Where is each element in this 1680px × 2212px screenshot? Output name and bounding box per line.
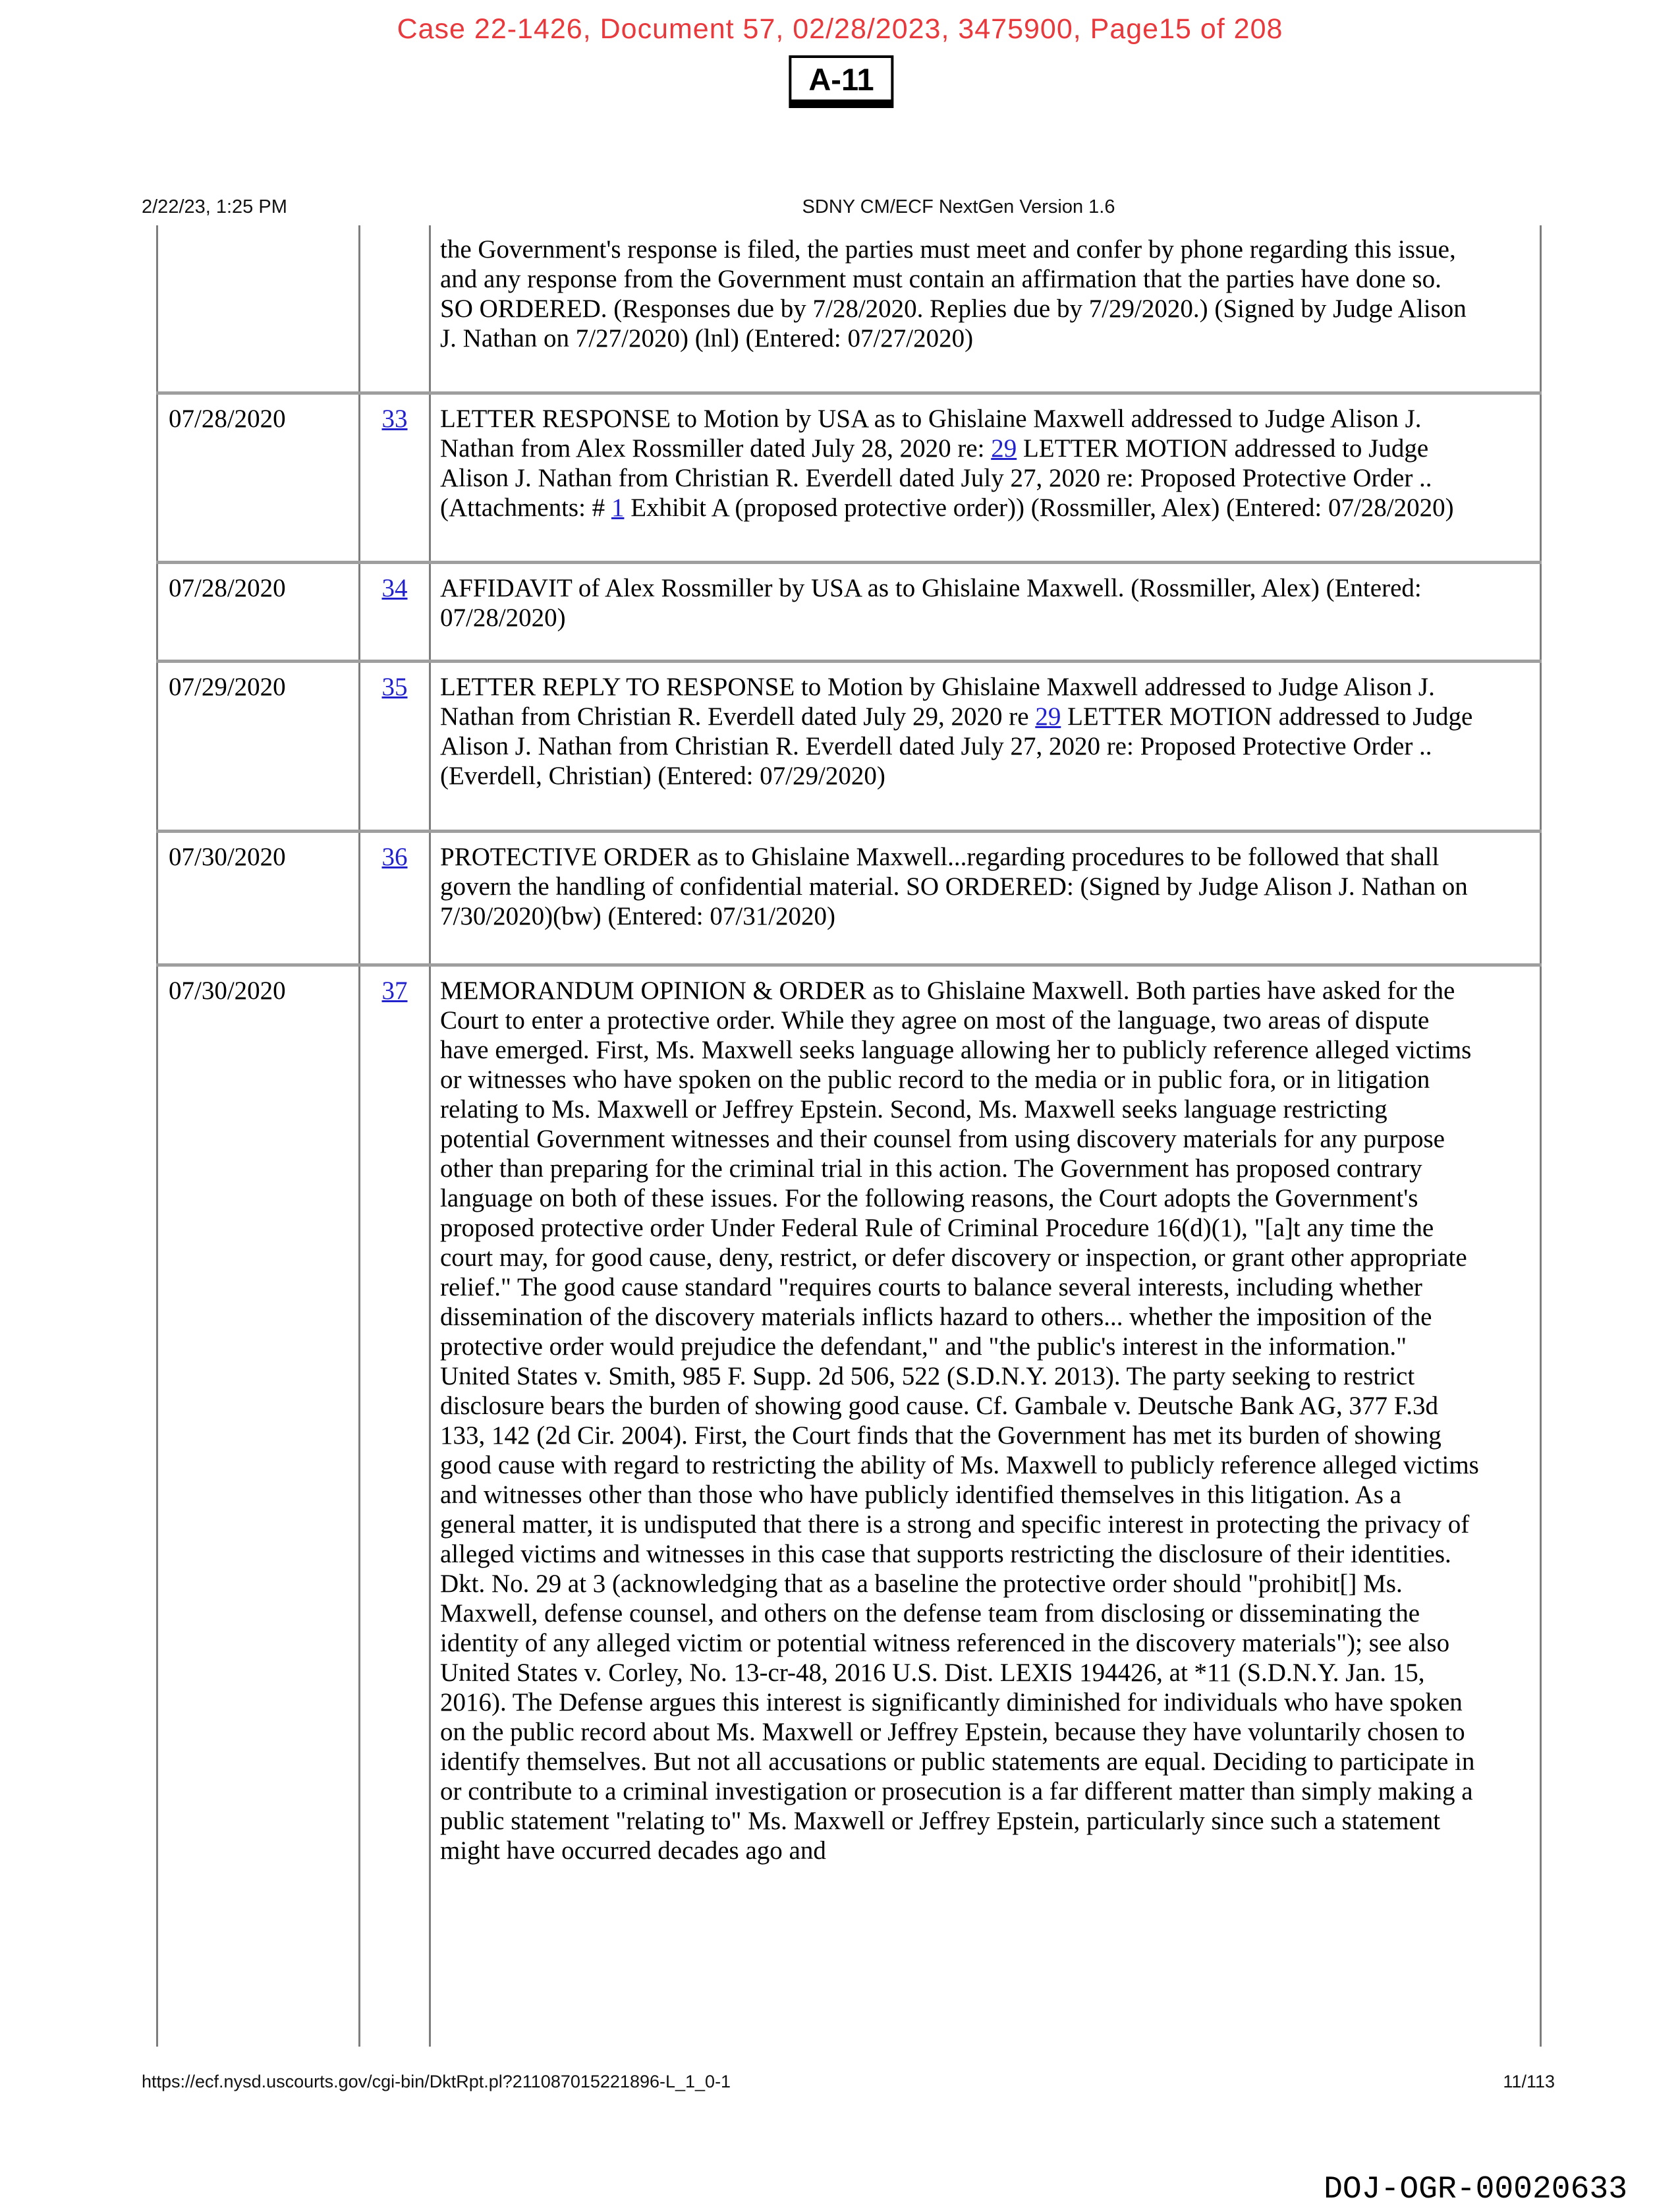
description-text: AFFIDAVIT of Alex Rossmiller by USA as to Ghislaine Maxwell. (Rossmiller, Alex) (Entered: 07/28/2020): [440, 573, 1422, 632]
docket-table: [156, 225, 1542, 2047]
docket-row: [157, 831, 1541, 965]
docket-table-body: [157, 225, 1541, 2047]
print-header: [142, 196, 1601, 223]
docket-entry-link[interactable]: 37: [381, 977, 408, 1006]
docket-row: [157, 965, 1541, 2047]
page-indicator: 11/113: [1503, 2072, 1555, 2091]
docket-date-cell: 07/29/2020: [157, 662, 360, 831]
description-text: LETTER REPLY TO RESPONSE to Motion by Ghislaine Maxwell addressed to Judge Alison J. Nathan from Christian R. Everdell dated July 29, 2020 re: [440, 673, 1435, 731]
docket-description-cell: [430, 965, 1541, 2047]
docket-entry-link[interactable]: 35: [381, 673, 408, 702]
docket-number-cell: [360, 225, 430, 393]
docket-entry-link[interactable]: 36: [381, 842, 408, 871]
docket-number-cell: [360, 393, 430, 562]
docket-date-cell: 07/28/2020: [157, 562, 360, 662]
docket-number-cell: [360, 831, 430, 965]
docket-reference-link[interactable]: 29: [991, 434, 1017, 463]
docket-description-cell: [430, 662, 1541, 831]
docket-description-cell: [430, 562, 1541, 662]
docket-description-cell: [430, 831, 1541, 965]
print-datetime: 2/22/23, 1:25 PM: [142, 196, 287, 217]
docket-entry-link[interactable]: 34: [381, 573, 408, 602]
description-text: LETTER RESPONSE to Motion by USA as to Ghislaine Maxwell addressed to Judge Alison J. Nathan from Alex Rossmiller dated July 28, 2020 re:: [440, 404, 1422, 463]
docket-date-cell: [157, 225, 360, 393]
docket-reference-link[interactable]: 1: [611, 493, 625, 522]
docket-number-cell: [360, 965, 430, 2047]
description-text: LETTER MOTION addressed to Judge Alison J. Nathan from Christian R. Everdell dated July 27, 2020 re: Proposed Protective Order .. (Attachments: #: [440, 434, 1432, 522]
system-title: SDNY CM/ECF NextGen Version 1.6: [802, 196, 1115, 217]
docket-date-cell: 07/30/2020: [157, 965, 360, 2047]
docket-date-cell: 07/28/2020: [157, 393, 360, 562]
docket-row: [157, 393, 1541, 562]
docket-reference-link[interactable]: 29: [1035, 702, 1061, 731]
description-text: MEMORANDUM OPINION & ORDER as to Ghislaine Maxwell. Both parties have asked for the Court to enter a protective order. While they agree on most of the language, two areas of dispute have emerged. First, Ms. Maxwell seeks language allowing her to publicly reference alleged victims or witnesses who have spoken on the public record to the media or in public fora, or in litigation relating to Ms. Maxwell or Jeffrey Epstein. Second, Ms. Maxwell seeks language restricting potential Government witnesses and their counsel from using discovery materials for any purpose other than preparing for the criminal trial in this action. The Government has proposed contrary language on both of these issues. For the following reasons, the Court adopts the Government's proposed protective order Under Federal Rule of Criminal Procedure 16(d)(1), "[a]t any time the court may, for good cause, deny, restrict, or defer discovery or inspection, or grant other appropriate relief." The good cause standard "requires courts to balance several interests, including whether dissemination of the discovery materials inflicts hazard to others... whether the imposition of the protective order would prejudice the defendant," and "the public's interest in the information." United States v. Smith, 985 F. Supp. 2d 506, 522 (S.D.N.Y. 2013). The party seeking to restrict disclosure bears the burden of showing good cause. Cf. Gambale v. Deutsche Bank AG, 377 F.3d 133, 142 (2d Cir. 2004). First, the Court finds that the Government has met its burden of showing good cause with regard to restricting the ability of Ms. Maxwell to publicly reference alleged victims and witnesses other than those who have publicly identified themselves in this litigation. As a general matter, it is undisputed that there is a strong and specific interest in protecting the privacy of alleged victims and witnesses in this case that supports restricting the disclosure of their identities. Dkt. No. 29 at 3 (acknowledging that as a baseline the protective order should "prohibit[] Ms. Maxwell, defense counsel, and others on the defense team from disclosing or disseminating the identity of any alleged victim or potential witness referenced in the discovery materials"); see also United States v. Corley, No. 13-cr-48, 2016 U.S. Dist. LEXIS 194426, at *11 (S.D.N.Y. Jan. 15, 2016). The Defense argues this interest is significantly diminished for individuals who have spoken on the public record about Ms. Maxwell or Jeffrey Epstein, because they have voluntarily chosen to identify themselves. But not all accusations or public statements are equal. Deciding to participate in or contribute to a criminal investigation or prosecution is a far different matter than simply making a public statement "relating to" Ms. Maxwell or Jeffrey Epstein, particularly since such a statement might have occurred decades ago and: [440, 977, 1479, 1865]
description-text: LETTER MOTION addressed to Judge Alison J. Nathan from Christian R. Everdell dated July 27, 2020 re: Proposed Protective Order .. (Everdell, Christian) (Entered: 07/29/2020): [440, 702, 1473, 791]
appendix-page-label: A-11: [789, 55, 893, 108]
docket-table-container: [156, 225, 1545, 2047]
description-text: Exhibit A (proposed protective order)) (Rossmiller, Alex) (Entered: 07/28/2020): [624, 493, 1454, 522]
docket-entry-link[interactable]: 33: [381, 404, 408, 433]
docket-row: [157, 562, 1541, 662]
footer-url: https://ecf.nysd.uscourts.gov/cgi-bin/DktRpt.pl?211087015221896-L_1_0-1: [142, 2072, 731, 2091]
docket-number-cell: [360, 662, 430, 831]
docket-row: [157, 225, 1541, 393]
docket-date-cell: 07/30/2020: [157, 831, 360, 965]
print-footer: [142, 2072, 1555, 2092]
bates-number: DOJ-OGR-00020633: [1324, 2172, 1627, 2207]
docket-row: [157, 662, 1541, 831]
description-text: the Government's response is filed, the parties must meet and confer by phone regarding this issue, and any response from the Government must contain an affirmation that the parties have done so. SO ORDERED. (Responses due by 7/28/2020. Replies due by 7/29/2020.) (Signed by Judge Alison J. Nathan on 7/27/2020) (lnl) (Entered: 07/27/2020): [440, 235, 1467, 353]
description-text: PROTECTIVE ORDER as to Ghislaine Maxwell...regarding procedures to be followed that shall govern the handling of confidential material. SO ORDERED: (Signed by Judge Alison J. Nathan on 7/30/2020)(bw) (Entered: 07/31/2020): [440, 842, 1468, 930]
case-stamp-header: Case 22-1426, Document 57, 02/28/2023, 3475900, Page15 of 208: [397, 13, 1283, 45]
docket-description-cell: [430, 393, 1541, 562]
docket-description-cell: [430, 225, 1541, 393]
docket-number-cell: [360, 562, 430, 662]
